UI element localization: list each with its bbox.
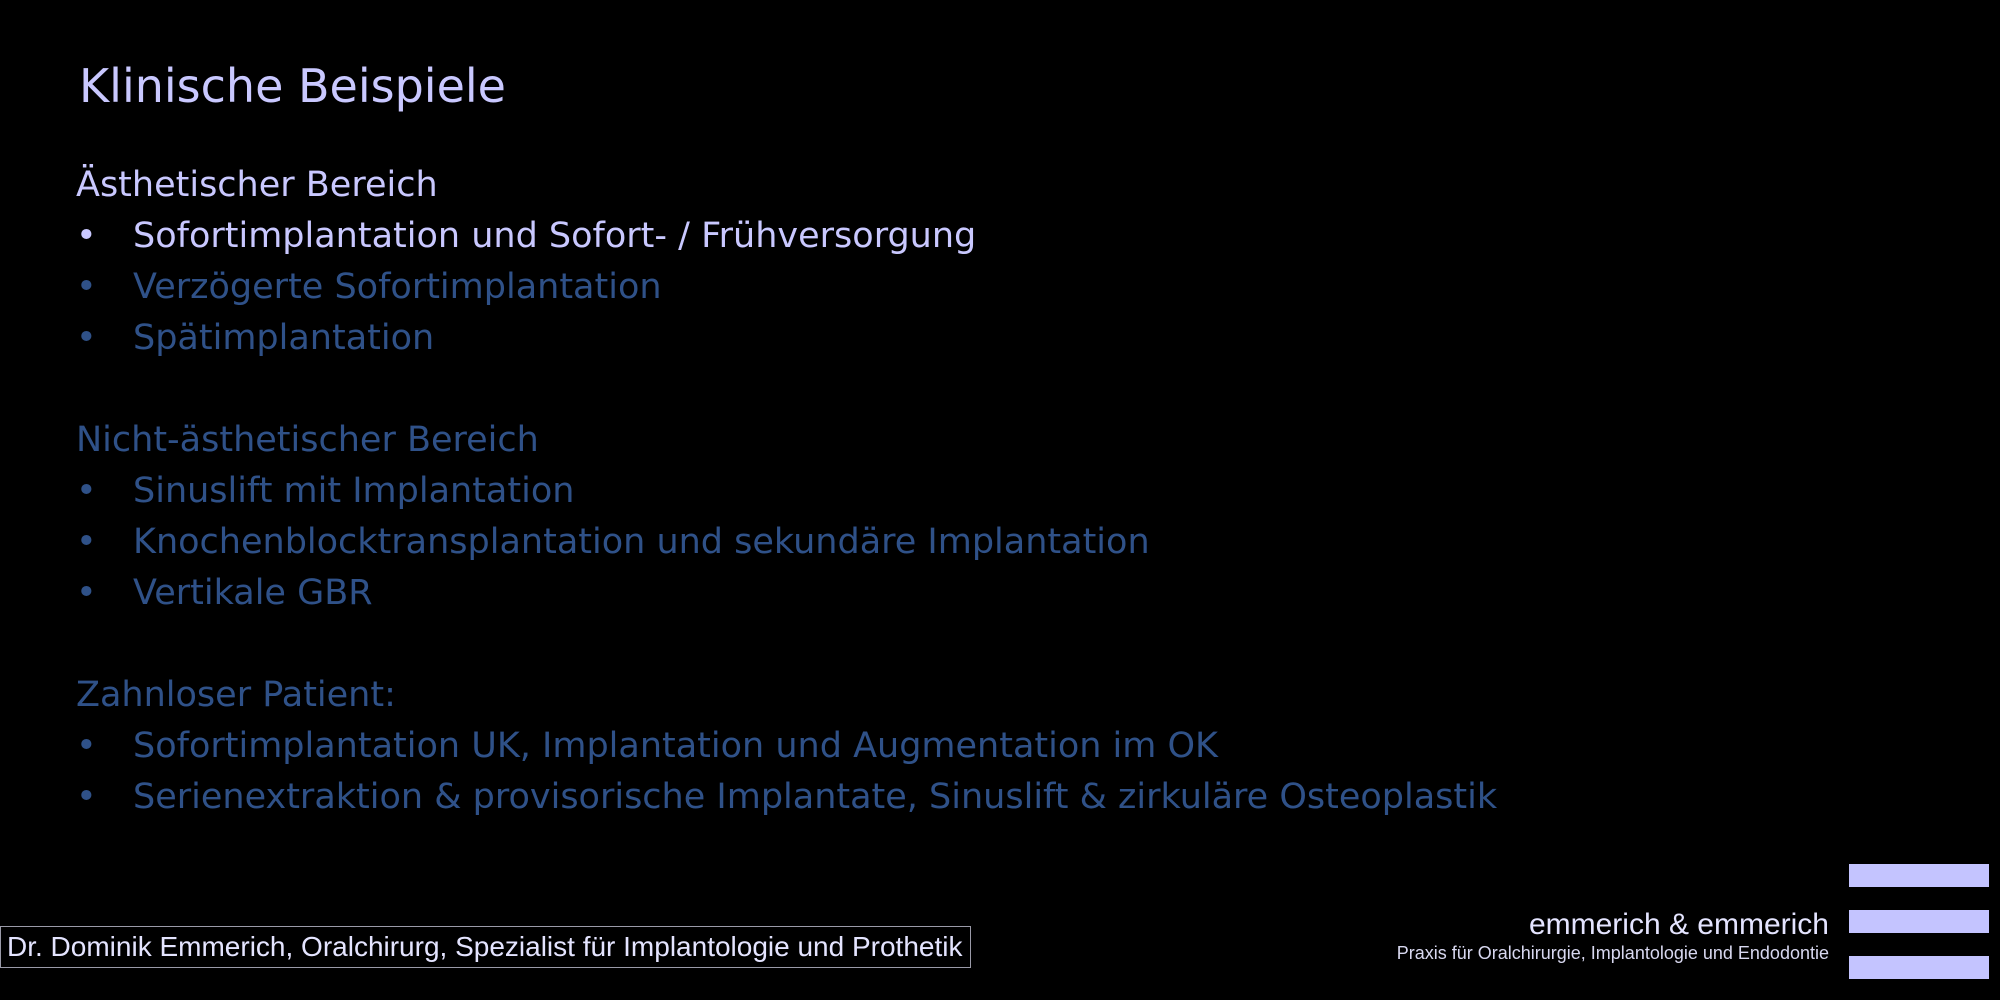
bullet-icon: •: [76, 216, 97, 256]
brand-name: emmerich & emmerich: [1528, 908, 1829, 941]
list-item: [76, 466, 1776, 517]
section-heading-non-aesthetic: Nicht-ästhetischer Bereich: [76, 420, 539, 460]
footer-author-box: Dr. Dominik Emmerich, Oralchirurg, Spezialist für Implantologie und Prothetik: [0, 926, 971, 968]
list-item-text: Sofortimplantation und Sofort- / Frühversorgung: [133, 216, 977, 256]
section-spacer: [76, 619, 1776, 670]
bullet-icon: •: [76, 267, 97, 307]
list-item: [76, 772, 1776, 823]
bullet-icon: •: [76, 471, 97, 511]
list-item: [76, 721, 1776, 772]
section-heading-edentulous: Zahnloser Patient:: [76, 675, 396, 715]
bullet-icon: •: [76, 726, 97, 766]
list-item-text: Serienextraktion & provisorische Implantate, Sinuslift & zirkuläre Osteoplastik: [133, 777, 1498, 817]
section-heading-aesthetic: Ästhetischer Bereich: [76, 165, 438, 205]
brand-logo-bar-bottom: [1849, 956, 1989, 979]
list-item: [76, 313, 1776, 364]
section-spacer: [76, 364, 1776, 415]
list-item-text: Sinuslift mit Implantation: [133, 471, 575, 511]
slide-content: [76, 160, 1776, 823]
bullet-icon: •: [76, 777, 97, 817]
list-item-text: Vertikale GBR: [133, 573, 373, 613]
bullet-icon: •: [76, 573, 97, 613]
list-item-text: Verzögerte Sofortimplantation: [133, 267, 662, 307]
list-item-text: Knochenblocktransplantation und sekundäre Implantation: [133, 522, 1150, 562]
bullet-icon: •: [76, 522, 97, 562]
bullet-icon: •: [76, 318, 97, 358]
slide-title: Klinische Beispiele: [79, 59, 506, 113]
list-item: [76, 517, 1776, 568]
list-item: [76, 262, 1776, 313]
list-item-text: Spätimplantation: [133, 318, 435, 358]
brand-logo-bar-middle: [1849, 910, 1989, 933]
list-item-text: Sofortimplantation UK, Implantation und Augmentation im OK: [133, 726, 1218, 766]
brand-subtitle: Praxis für Oralchirurgie, Implantologie und Endodontie: [1396, 943, 1829, 963]
list-item: [76, 568, 1776, 619]
list-item: [76, 211, 1776, 262]
brand-logo-bar-top: [1849, 864, 1989, 887]
